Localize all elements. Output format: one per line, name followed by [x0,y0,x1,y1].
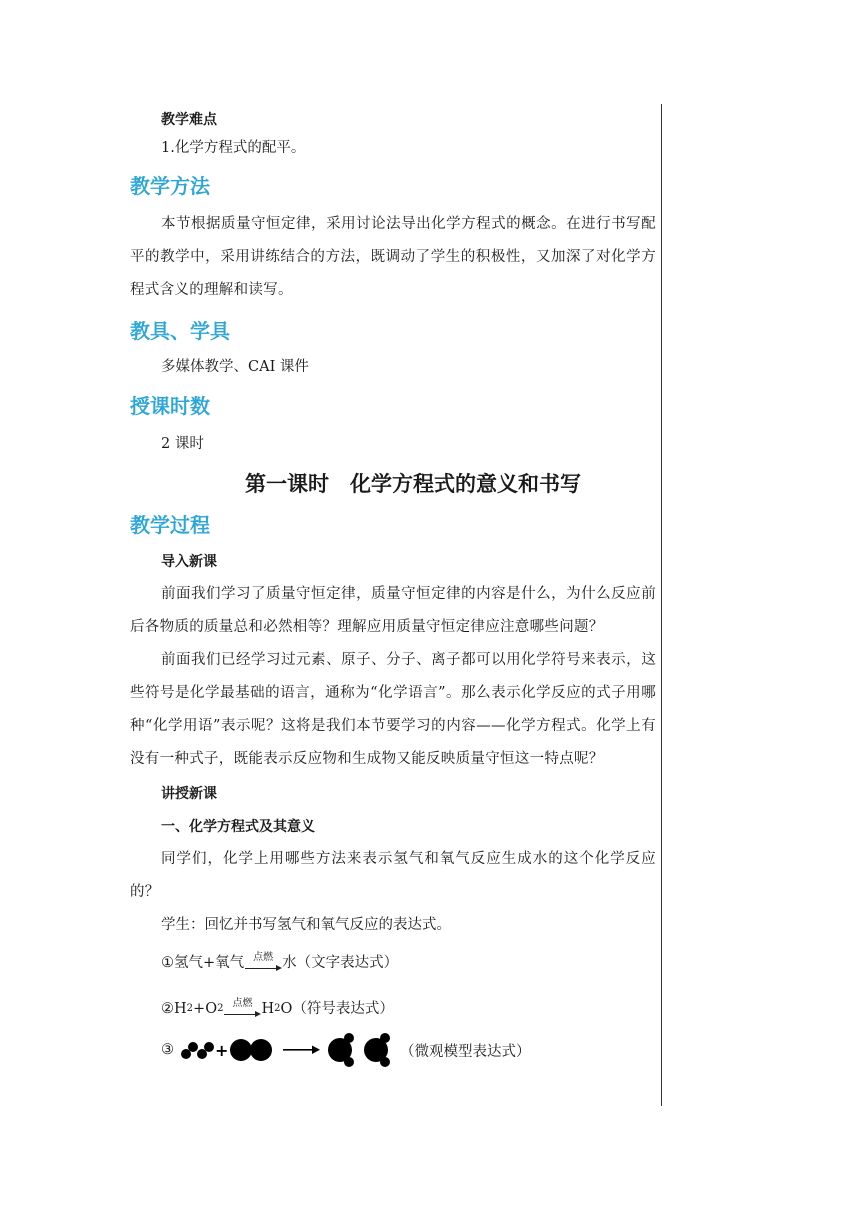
document-content [130,105,656,1067]
method-paragraph: 本节根据质量守恒定律，采用讨论法导出化学方程式的概念。在进行书写配平的教学中，采用讲练结合的方法，既调动了学生的积极性，又加深了对化学方程式含义的理解和读写。 [130,216,656,298]
eq1-arrow [245,952,281,973]
eq2-number: ② [161,1001,174,1017]
student-text: 学生：回忆并书写氢气和氧气反应的表达式。 [161,917,451,933]
eq2-o: O [205,1001,218,1017]
tools-heading: 教具、学具 [130,319,230,343]
model-equation [161,1033,656,1067]
hydrogen-molecule-icon [181,1042,198,1059]
eq2-arrow [224,998,260,1019]
eq2-prod-sub: 2 [274,1003,281,1014]
hydrogen-molecule-icon [197,1042,214,1059]
eq2-h: H [174,1001,187,1017]
symbol-equation [161,999,656,1019]
eq2-plus: + [193,1001,206,1017]
eq2-prod-h: H [261,1001,275,1017]
lesson-title: 第一课时 化学方程式的意义和书写 [245,472,581,496]
eq2-prod-o: O [280,1001,293,1017]
water-molecule-icon [364,1033,390,1067]
water-molecule-icon [328,1033,354,1067]
eq3-plus: + [215,1041,229,1060]
eq3-number: ③ [161,1042,174,1058]
eq3-note: （微观模型表达式） [400,1044,531,1060]
word-equation [161,953,656,973]
eq1-note: （文字表达式） [296,955,399,971]
eq1-condition: 点燃 [253,952,274,963]
eq2-condition: 点燃 [232,998,253,1009]
eq2-note: （符号表达式） [292,1001,394,1017]
process-heading: 教学过程 [130,513,210,537]
intro-paragraph-1: 前面我们学习了质量守恒定律，质量守恒定律的内容是什么，为什么反应前后各物质的质量总和必然相等？理解应用质量守恒定律应注意哪些问题？ [130,586,656,635]
intro-heading: 导入新课 [161,554,217,570]
oxygen-molecule-icon [230,1039,272,1061]
hours-text: 2 课时 [161,436,204,452]
section1-heading: 一、化学方程式及其意义 [161,819,315,835]
tools-text: 多媒体教学、CAI 课件 [161,359,309,375]
method-heading: 教学方法 [130,174,210,198]
eq1-reactants: 氢气+氧气 [174,955,245,971]
eq1-number: ① [161,955,174,971]
intro-paragraph-2: 前面我们已经学习过元素、原子、分子、离子都可以用化学符号来表示，这些符号是化学最基础的语言，通称为“化学语言”。那么表示化学反应的式子用哪种“化学用语”表示呢？这将是我们本节要学习的内容——化学方程式。化学上有没有一种式子，既能表示反应物和生成物又能反映质量守恒这一特点呢？ [130,652,656,767]
hours-heading: 授课时数 [130,394,210,418]
column-divider [661,104,662,1106]
molecular-model-diagram [178,1033,538,1067]
teach-heading: 讲授新课 [161,786,217,802]
difficulty-heading: 教学难点 [161,112,217,128]
question-paragraph: 同学们，化学上用哪些方法来表示氢气和氧气反应生成水的这个化学反应的？ [130,851,656,900]
eq2-h-sub: 2 [186,1003,194,1014]
eq2-o-sub: 2 [217,1003,224,1014]
difficulty-item: 1.化学方程式的配平。 [161,140,306,156]
eq1-product: 水 [282,955,297,971]
reaction-arrow-icon [283,1046,320,1055]
